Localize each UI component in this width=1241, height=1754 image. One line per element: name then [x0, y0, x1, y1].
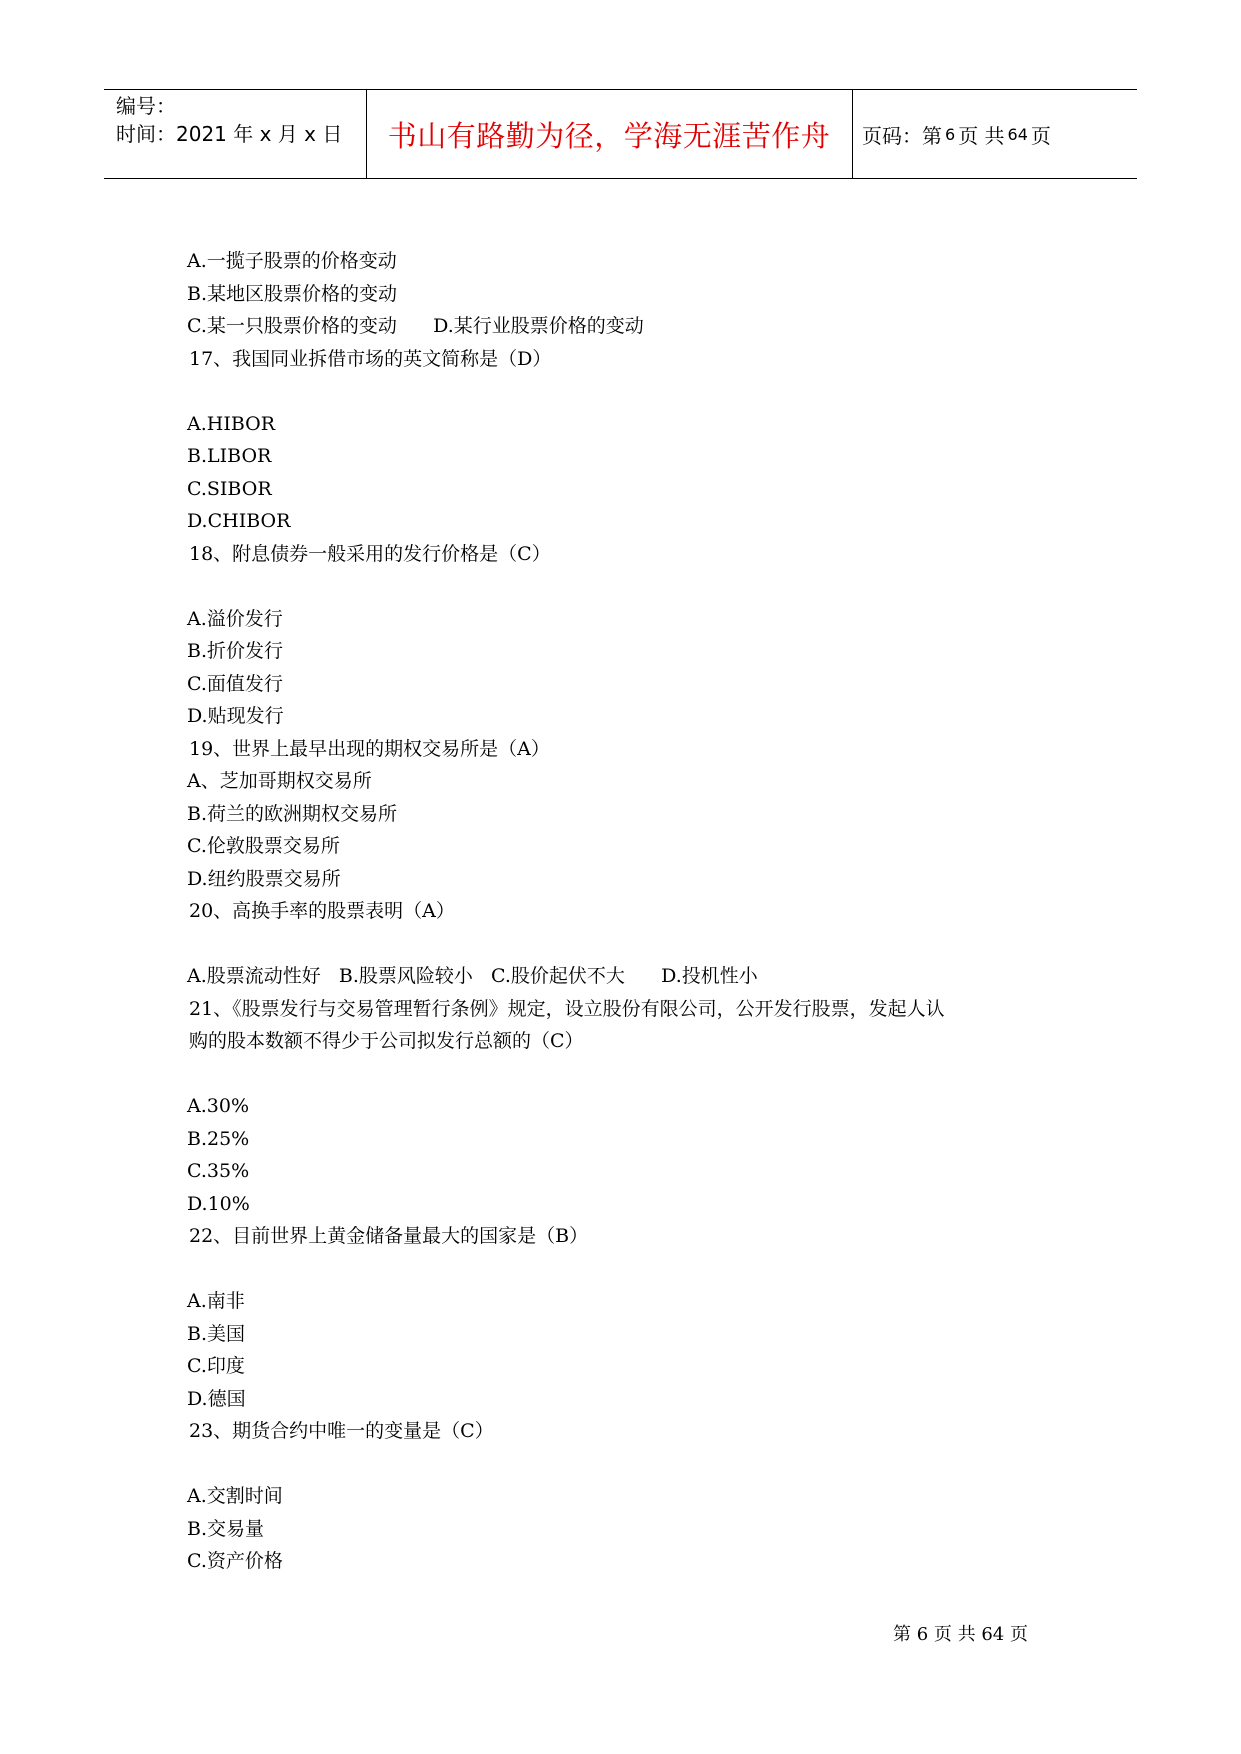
option-line: D.贴现发行	[187, 705, 284, 727]
option-line: A.30%	[187, 1095, 249, 1117]
blank-line	[187, 1058, 1067, 1091]
option-line: B.荷兰的欧洲期权交易所	[187, 802, 398, 825]
page-total: 64	[1007, 124, 1028, 144]
option-line: C.某一只股票价格的变动 D.某行业股票价格的变动	[187, 315, 644, 337]
blank-line	[187, 928, 1067, 961]
serial-label: 编号：	[116, 94, 176, 118]
option-line: A.一揽子股票的价格变动	[187, 250, 397, 272]
option-line: D.10%	[187, 1192, 250, 1215]
option-line: A.HIBOR	[187, 412, 276, 435]
page-mid: 页 共	[958, 123, 1005, 148]
option-line: A.南非	[187, 1290, 245, 1312]
option-line: D.德国	[187, 1387, 246, 1410]
blank-line	[187, 1448, 1067, 1481]
option-line: A.溢价发行	[187, 607, 283, 630]
option-line: B.25%	[187, 1127, 250, 1150]
page-footer: 第 6 页 共 64 页	[893, 1624, 1028, 1645]
header-page-info	[862, 90, 1137, 178]
option-line: C.SIBOR	[187, 477, 272, 500]
option-line: B.某地区股票价格的变动	[187, 282, 398, 305]
option-line: B.美国	[187, 1322, 246, 1345]
option-line: A.交割时间	[187, 1485, 283, 1507]
page-prefix: 页码：第	[862, 123, 942, 148]
time-label: 时间：2021 年 x 月 x 日	[116, 122, 343, 146]
option-line: B.LIBOR	[187, 445, 272, 467]
blank-line	[187, 1253, 1067, 1286]
header-divider	[852, 90, 853, 178]
header-motto: 书山有路勤为径，学海无涯苦作舟	[387, 118, 831, 153]
option-line: C.面值发行	[187, 672, 283, 695]
option-line: C.印度	[187, 1355, 245, 1377]
document-body	[187, 245, 1067, 1578]
option-line: A.股票流动性好 B.股票风险较小 C.股价起伏不大 D.投机性小	[187, 965, 758, 987]
page-header	[104, 89, 1137, 179]
option-line: C.35%	[187, 1160, 250, 1182]
option-line: C.资产价格	[187, 1550, 283, 1572]
option-line: D.CHIBOR	[187, 510, 291, 532]
option-line: A、芝加哥期权交易所	[187, 770, 372, 792]
option-line: B.折价发行	[187, 640, 284, 662]
option-line: C.伦敦股票交易所	[187, 835, 340, 857]
header-meta	[116, 92, 342, 148]
question-22: 22、目前世界上黄金储备量最大的国家是（B）	[189, 1225, 589, 1247]
question-18: 18、附息债券一般采用的发行价格是（C）	[189, 542, 551, 565]
page-number: 6	[945, 124, 956, 144]
question-20: 20、高换手率的股票表明（A）	[189, 900, 455, 922]
page-suffix: 页	[1030, 123, 1051, 148]
blank-line	[187, 570, 1067, 603]
question-21: 21、《股票发行与交易管理暂行条例》规定，设立股份有限公司，公开发行股票，发起人认	[189, 997, 945, 1020]
blank-line	[187, 375, 1067, 408]
question-21-cont: 购的股本数额不得少于公司拟发行总额的（C）	[189, 1030, 584, 1052]
question-19: 19、世界上最早出现的期权交易所是（A）	[189, 737, 550, 760]
question-23: 23、期货合约中唯一的变量是（C）	[189, 1420, 494, 1442]
option-line: B.交易量	[187, 1517, 265, 1540]
option-line: D.纽约股票交易所	[187, 867, 341, 890]
question-17: 17、我国同业拆借市场的英文简称是（D）	[189, 347, 552, 370]
